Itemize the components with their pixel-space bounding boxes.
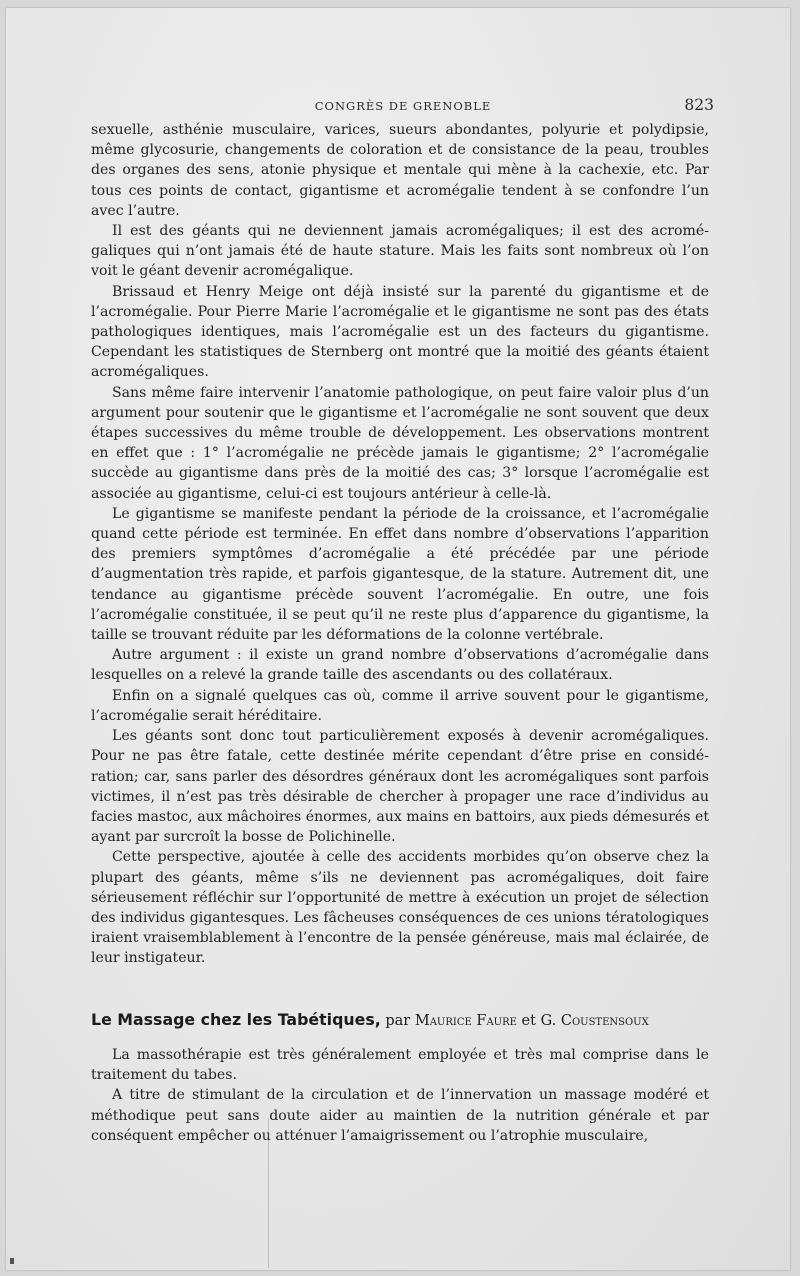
paragraph: Brissaud et Henry Meige ont déjà insisté sur la parenté du gigantisme et de l’acromégalie. Pour Pierre Marie l’acromégalie et le gigantisme ne sont pas des états pathologiques identiques, mais l’acromégalie est un des facteurs du gigantisme. Cependant les statistiques de Sternberg ont montré que la moitié des géants étaient acromégaliques.: [91, 283, 709, 381]
paragraph: Enfin on a signalé quelques cas où, comme il arrive souvent pour le gigantisme, l’acromégalie serait héréditaire.: [91, 687, 709, 724]
paragraph: Sans même faire intervenir l’anatomie pathologique, on peut faire valoir plus d’un argument pour soutenir que le gigantisme et l’acromégalie ne sont souvent que deux étapes successives du même trouble de développement. Les observations montrent en effet que : 1° l’acromégalie ne précède jamais le gigantisme; 2° l’acromégalie succède au gigantisme dans près de la moitié des cas; 3° lorsque l’acromégalie est associée au gigantisme, celui-ci est toujours antérieur à celle-là.: [91, 384, 709, 502]
paragraph: sexuelle, asthénie musculaire, varices, sueurs abondantes, polyurie et polydipsie, même glycosurie, changements de coloration et de consistance de la peau, troubles des organes des sens, atonie physique et mentale qui mène à la cachexie, etc. Par tous ces points de contact, gigantisme et acromégalie tendent à se confondre l’un avec l’autre.: [91, 122, 709, 219]
paragraph: Autre argument : il existe un grand nombre d’observations d’acromégalie dans lesquelles on a relevé la grande taille des ascendants ou des collatéraux.: [91, 647, 709, 684]
scan-edge-mark: [10, 1258, 14, 1264]
section-massage-text: [91, 1045, 709, 1146]
paragraph: Il est des géants qui ne deviennent jamais acromégaliques; il est des acromégaliques qui n’ont jamais été de haute stature. Mais les faits sont nombreux où l’on voit le géant devenir acromégalique.: [91, 223, 709, 280]
paragraph: Les géants sont donc tout particulièrement exposés à devenir acromégaliques. Pour ne pas être fatale, cette destinée mérite cependant d’être prise en considération; car, sans parler des désordres généraux dont les acromégaliques sont parfois victimes, il n’est pas très désirable de chercher à propager une race d’individus au facies mastoc, aux mâchoires énormes, aux mains en battoirs, aux pieds démesurés et ayant par surcroît la bosse de Polichinelle.: [91, 728, 709, 846]
paragraph: A titre de stimulant de la circulation et de l’innervation un massage modéré et méthodique peut sans doute aider au maintien de la nutrition générale et par conséquent empêcher ou atténuer l’amaigrissement ou l’atrophie musculaire,: [91, 1087, 709, 1144]
page-crease: [268, 1118, 269, 1268]
page-number: 823: [684, 96, 714, 114]
paragraph: Le gigantisme se manifeste pendant la période de la croissance, et l’acromégalie quand cette période est terminée. En effet dans nombre d’observations l’apparition des premiers symptômes d’acromégalie a été précédée par une période d’augmentation très rapide, et parfois gigantesque, de la stature. Autrement dit, une tendance au gigantisme précède souvent l’acromégalie. En outre, une fois l’acromégalie constituée, il se peut qu’il ne reste plus d’apparence du gigantisme, la taille se trouvant réduite par les déformations de la colonne vertébrale.: [91, 505, 709, 644]
article-and: et: [521, 1013, 536, 1029]
document-page: [6, 8, 790, 1270]
paragraph: Cette perspective, ajoutée à celle des accidents morbides qu’on observe chez la plupart des géants, même s’ils ne deviennent pas acromégaliques, doit faire sérieusement réfléchir sur l’opportunité de mettre à exécution un projet de sélection des individus gigantesques. Les fâcheuses conséquences de ces unions tératologiques iraient vraisemblablement à l’encontre de la pensée généreuse, mais mal éclairée, de leur instigateur.: [91, 849, 709, 967]
running-header: [92, 96, 714, 118]
article-author-1: Maurice Faure: [414, 1013, 517, 1029]
article-title: Le Massage chez les Tabétiques,: [91, 1010, 381, 1029]
article-by: par: [385, 1013, 411, 1029]
running-title: CONGRÈS DE GRENOBLE: [314, 99, 492, 113]
article-author-2: G. Coustensoux: [540, 1013, 649, 1029]
section-gigantism-text: [91, 120, 709, 969]
article-heading: [91, 1010, 711, 1029]
paragraph: La massothérapie est très généralement employée et très mal comprise dans le traitement du tabes.: [91, 1047, 709, 1084]
